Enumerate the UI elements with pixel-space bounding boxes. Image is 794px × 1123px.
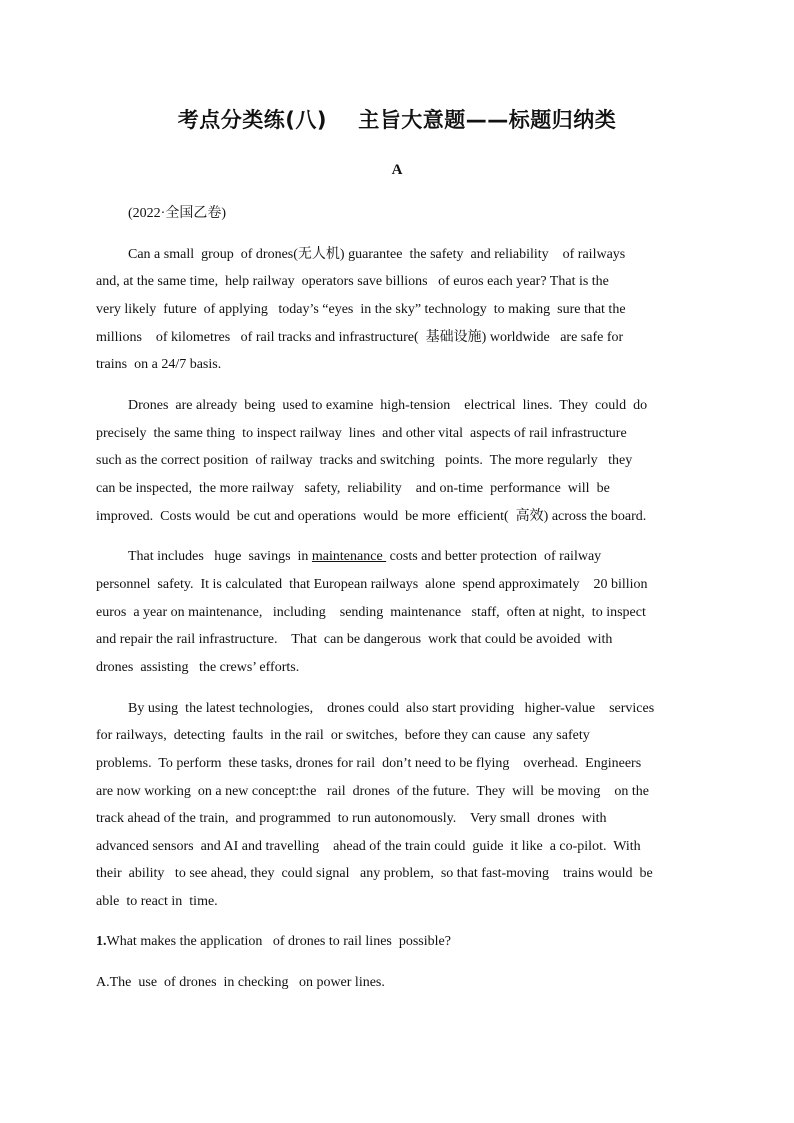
paragraph-4-line-5: track ahead of the train, and programmed to run autonomously. Very small drones with — [96, 811, 607, 826]
paragraph-4-line-2: for railways, detecting faults in the rail or switches, before they can cause any safety — [96, 728, 590, 743]
paragraph-4-line-7: their ability to see ahead, they could signal any problem, so that fast-moving trains would be — [96, 866, 653, 881]
paragraph-4-line-6: advanced sensors and AI and travelling ahead of the train could guide it like a co-pilot. With — [96, 839, 641, 854]
option-a: A.The use of drones in checking on power lines. — [96, 975, 385, 990]
paragraph-3-line-4: and repair the rail infrastructure. That can be dangerous work that could be avoided with — [96, 632, 613, 647]
paragraph-1-line-1: Can a small group of drones(无人机) guarantee the safety and reliability of railways — [128, 247, 626, 262]
paragraph-3-line-1-tail: costs and better protection of railway — [386, 549, 602, 564]
paragraph-2-line-3: such as the correct position of railway tracks and switching points. The more regularly they — [96, 453, 633, 468]
page-title: 考点分类练(八) 主旨大意题——标题归纳类 — [177, 108, 617, 132]
paragraph-3-line-2: personnel safety. It is calculated that European railways alone spend approximately 20 billion — [96, 577, 648, 592]
paragraph-4-line-8: able to react in time. — [96, 894, 218, 909]
paragraph-3-line-5: drones assisting the crews’ efforts. — [96, 660, 300, 675]
paragraph-4-line-3: problems. To perform these tasks, drones for rail don’t need to be flying overhead. Engineers — [96, 756, 642, 771]
paragraph-2-line-1: Drones are already being used to examine high-tension electrical lines. They could do — [128, 398, 648, 413]
underlined-word: maintenance — [311, 549, 387, 564]
paragraph-2-line-5: improved. Costs would be cut and operations would be more efficient( 高效) across the board. — [96, 509, 647, 524]
paragraph-1-line-2: and, at the same time, help railway operators save billions of euros each year? That is the — [96, 274, 609, 289]
paragraph-2-line-4: can be inspected, the more railway safety, reliability and on-time performance will be — [96, 481, 610, 496]
paragraph-3-line-1-head: That includes huge savings in — [128, 549, 312, 564]
paragraph-1-line-5: trains on a 24/7 basis. — [96, 357, 222, 372]
paragraph-2-line-2: precisely the same thing to inspect railway lines and other vital aspects of rail infrastructure — [96, 426, 627, 441]
paragraph-4-line-4: are now working on a new concept:the rail drones of the future. They will be moving on the — [96, 784, 649, 799]
paragraph-3-line-1 — [128, 548, 601, 566]
question-1 — [96, 934, 451, 950]
passage-label: A — [391, 162, 403, 178]
paragraph-1-line-4: millions of kilometres of rail tracks and infrastructure( 基础设施) worldwide are safe for — [96, 330, 624, 345]
question-text: What makes the application of drones to rail lines possible? — [106, 934, 451, 949]
question-number: 1. — [96, 934, 107, 949]
exam-source: (2022·全国乙卷) — [128, 206, 226, 221]
paragraph-4-line-1: By using the latest technologies, drones could also start providing higher-value services — [128, 701, 655, 716]
paragraph-1-line-3: very likely future of applying today’s “eyes in the sky” technology to making sure that the — [96, 302, 626, 317]
paragraph-3-line-3: euros a year on maintenance, including sending maintenance staff, often at night, to inspect — [96, 605, 646, 620]
